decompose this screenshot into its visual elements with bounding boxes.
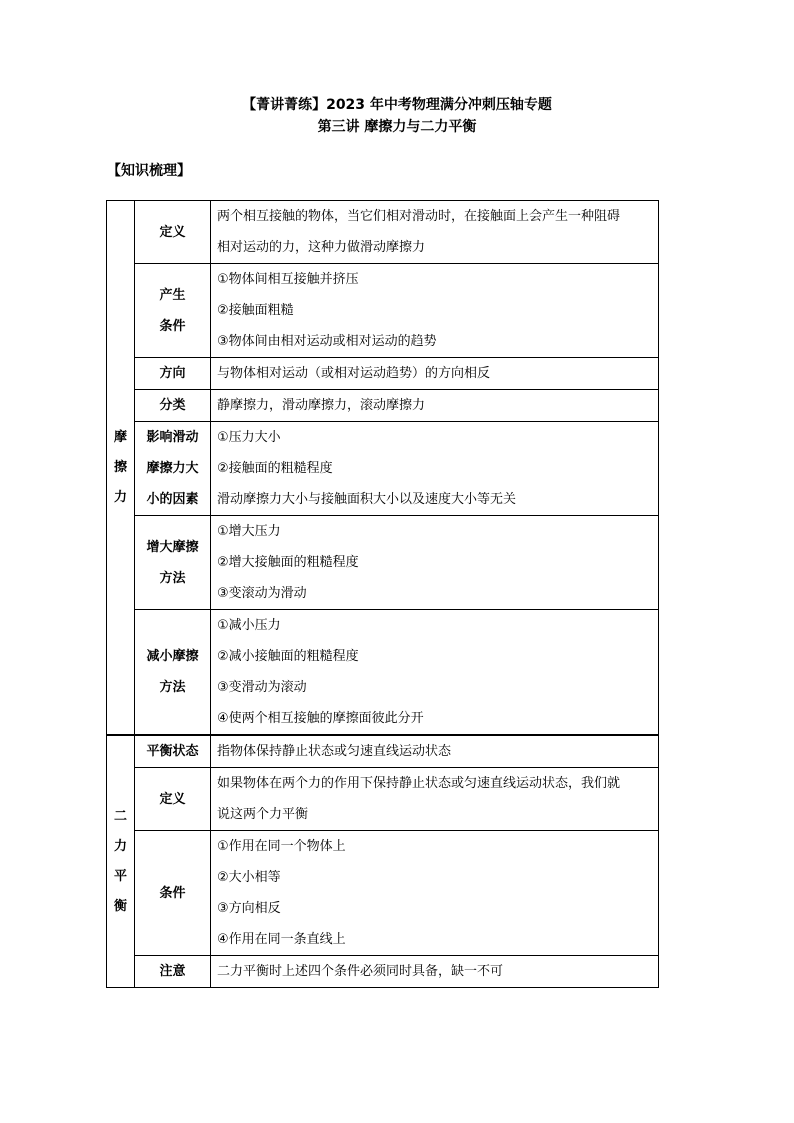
content-line: 指物体保持静止状态或匀速直线运动状态 [217,744,452,759]
row-label [135,768,211,831]
balance-row [107,831,659,956]
friction-row [107,390,659,422]
row-label-text: 注意 [159,964,186,979]
row-label [135,422,211,516]
row-label-text: 方向 [159,366,186,381]
content-line: ①压力大小 [217,430,281,445]
category-char: 二 [113,808,127,824]
row-content [211,422,659,516]
balance-row [107,956,659,988]
content-line: 说这两个力平衡 [217,807,309,822]
row-content [211,735,659,768]
content-line: ③物体间由相对运动或相对运动的趋势 [217,334,437,349]
row-label [135,201,211,264]
knowledge-table [106,200,659,988]
category-char: 擦 [113,459,127,475]
row-label-text: 产生 条件 [159,287,186,334]
category-char: 摩 [113,429,127,445]
content-line: 相对运动的力，这种力做滑动摩擦力 [217,240,426,255]
friction-row [107,201,659,264]
friction-category-cell [107,201,135,736]
content-line: ②减小接触面的粗糙程度 [217,649,359,664]
content-line: 与物体相对运动（或相对运动趋势）的方向相反 [217,366,491,381]
content-line: ①减小压力 [217,618,281,633]
row-content [211,610,659,736]
row-label [135,735,211,768]
friction-row [107,422,659,516]
row-content [211,201,659,264]
row-label-text: 条件 [159,885,186,901]
content-line: ②增大接触面的粗糙程度 [217,555,359,570]
row-label-text: 分类 [159,398,186,413]
document-subtitle: 第三讲 摩擦力与二力平衡 [317,119,477,135]
row-label [135,516,211,610]
category-char: 平 [113,868,127,884]
row-label [135,358,211,390]
row-content [211,358,659,390]
content-line: ①作用在同一个物体上 [217,839,346,854]
row-content [211,956,659,988]
row-label-text: 减小摩擦 方法 [146,649,199,695]
content-line: ③变滚动为滑动 [217,586,307,601]
row-label [135,831,211,956]
balance-row [107,768,659,831]
content-line: ④使两个相互接触的摩擦面彼此分开 [217,711,424,726]
row-label-text: 定义 [159,791,186,807]
row-content [211,390,659,422]
content-line: ④作用在同一条直线上 [217,932,346,947]
content-line: 如果物体在两个力的作用下保持静止状态或匀速直线运动状态，我们就 [217,776,621,791]
content-line: 滑动摩擦力大小与接触面积大小以及速度大小等无关 [217,492,517,507]
content-line: ③方向相反 [217,901,281,916]
content-line: ②大小相等 [217,870,281,885]
row-label-text: 增大摩擦 方法 [146,539,199,586]
content-line: 两个相互接触的物体，当它们相对滑动时，在接触面上会产生一种阻碍 [217,209,621,224]
row-content [211,768,659,831]
friction-row [107,610,659,736]
balance-category-cell [107,735,135,988]
row-content [211,831,659,956]
row-label [135,610,211,736]
content-line: 二力平衡时上述四个条件必须同时具备，缺一不可 [217,964,504,979]
content-line: ③变滑动为滚动 [217,680,307,695]
document-title: 【菁讲菁练】2023 年中考物理满分冲刺压轴专题 [242,97,552,113]
category-char: 衡 [113,898,127,914]
balance-row [107,735,659,768]
row-label [135,390,211,422]
friction-row [107,516,659,610]
category-char: 力 [113,838,127,854]
row-label [135,264,211,358]
content-line: ①增大压力 [217,524,281,539]
content-line: 静摩擦力，滑动摩擦力，滚动摩擦力 [217,398,426,413]
section-heading: 【知识梳理】 [107,163,191,179]
friction-row [107,358,659,390]
row-label [135,956,211,988]
row-content [211,516,659,610]
row-label-text: 影响滑动 摩擦力大 小的因素 [146,430,199,507]
category-char: 力 [113,489,127,505]
friction-row [107,264,659,358]
row-label-text: 平衡状态 [146,744,199,759]
content-line: ②接触面的粗糙程度 [217,461,333,476]
content-line: ②接触面粗糙 [217,303,294,318]
row-content [211,264,659,358]
content-line: ①物体间相互接触并挤压 [217,272,359,287]
row-label-text: 定义 [159,224,186,240]
